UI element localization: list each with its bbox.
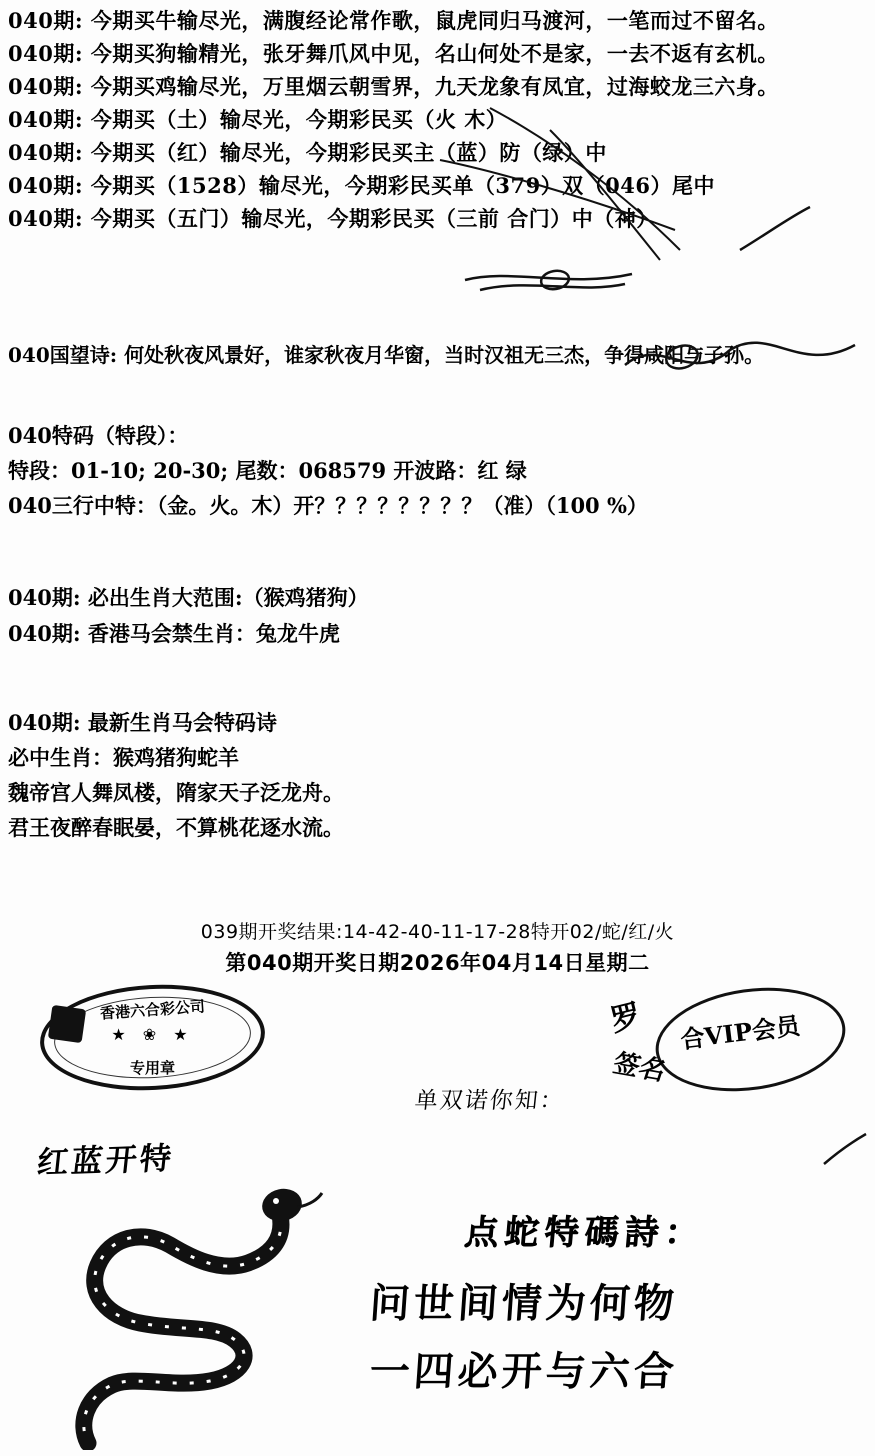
- handwritten-red-blue: 红蓝开特: [35, 1140, 176, 1182]
- pen-strikethrough: [460, 250, 640, 310]
- signature-scribble: 罗: [607, 997, 645, 1040]
- poem-label: 040国望诗:: [8, 343, 118, 367]
- handwritten-line-2: 一四必开与六合: [368, 1348, 680, 1395]
- issue-line-label: 040期:: [8, 8, 84, 33]
- star-icon: ★ ❀ ★: [111, 1025, 194, 1044]
- issue-lines: [8, 4, 868, 235]
- issue-line-label: 040期:: [8, 41, 84, 66]
- next-draw-date: 第040期开奖日期2026年04月14日星期二: [225, 951, 650, 975]
- issue-line: [8, 136, 868, 169]
- special-row: 040三行中特：（金。火。木）开？？？？？？？？（准）（100 %）: [8, 493, 648, 518]
- issue-line: [8, 103, 868, 136]
- issue-line-text: 今期买狗输精光，张牙舞爪风中见，名山何处不是家，一去不返有玄机。: [90, 41, 779, 66]
- issue-line: [8, 202, 868, 235]
- issue-line-text: 今期买牛输尽光，满腹经论常作歌，鼠虎同归马渡河，一笔而过不留名。: [90, 8, 779, 33]
- special-heading: 040特码（特段）：: [8, 423, 189, 448]
- issue-line: [8, 4, 868, 37]
- issue-line-label: 040期:: [8, 107, 84, 132]
- verse-row: 君王夜醉春眠晏，不算桃花逐水流。: [8, 815, 344, 840]
- special-row: 特段：01-10; 20-30; 尾数：068579 开波路：红 绿: [8, 458, 527, 483]
- issue-line-label: 040期:: [8, 140, 84, 165]
- draw-results: [0, 918, 875, 980]
- poem-text: 何处秋夜风景好，谁家秋夜月华窗，当时汉祖无三杰，争得咸阳与子孙。: [124, 343, 765, 367]
- special-code-section: [8, 418, 868, 523]
- verse-row: 040期: 最新生肖马会特码诗: [8, 710, 277, 735]
- issue-line-text: 今期买（1528）输尽光，今期彩民买单（379）双（046）尾中: [90, 173, 716, 198]
- verse-section: [8, 705, 868, 845]
- zodiac-row: 040期: 香港马会禁生肖：兔龙牛虎: [8, 621, 340, 646]
- national-poem: [8, 340, 868, 370]
- snake-illustration: [30, 1185, 360, 1450]
- previous-draw-result: 039期开奖结果:14-42-40-11-17-28特开02/蛇/红/火: [200, 921, 675, 943]
- issue-line-text: 今期买（五门）输尽光，今期彩民买（三前 合门）中（神）: [90, 206, 658, 231]
- vip-stamp-text: 合VIP会员: [678, 1010, 802, 1055]
- issue-line: [8, 169, 868, 202]
- issue-line-text: 今期买鸡输尽光，万里烟云朝雪界，九天龙象有凤宜，过海蛟龙三六身。: [90, 74, 779, 99]
- stamp-bottom-text: 专用章: [129, 1059, 175, 1077]
- issue-line: [8, 70, 868, 103]
- issue-line: [8, 37, 868, 70]
- signature-scribble-secondary: 签名: [608, 1048, 670, 1087]
- handwritten-line-1: 问世间情为何物: [368, 1280, 680, 1327]
- verse-row: 必中生肖：猴鸡猪狗蛇羊: [8, 745, 239, 770]
- zodiac-row: 040期: 必出生肖大范围:（猴鸡猪狗）: [8, 585, 369, 610]
- issue-line-text: 今期买（红）输尽光，今期彩民买主（蓝）防（绿）中: [90, 140, 607, 165]
- vip-stamp: [600, 985, 845, 1105]
- stamp-top-text: 香港六合彩公司: [99, 997, 206, 1023]
- verse-row: 魏帝宫人舞凤楼，隋家天子泛龙舟。: [8, 780, 344, 805]
- issue-line-text: 今期买（土）输尽光，今期彩民买（火 木）: [90, 107, 508, 132]
- pen-mark: [820, 1130, 870, 1170]
- issue-line-label: 040期:: [8, 74, 84, 99]
- zodiac-section: [8, 580, 868, 652]
- official-stamp: [40, 985, 265, 1090]
- issue-line-label: 040期:: [8, 173, 84, 198]
- handwritten-note: 单双诺你知：: [413, 1088, 567, 1114]
- handwritten-title: 点蛇特碼詩：: [462, 1213, 707, 1253]
- issue-line-label: 040期:: [8, 206, 84, 231]
